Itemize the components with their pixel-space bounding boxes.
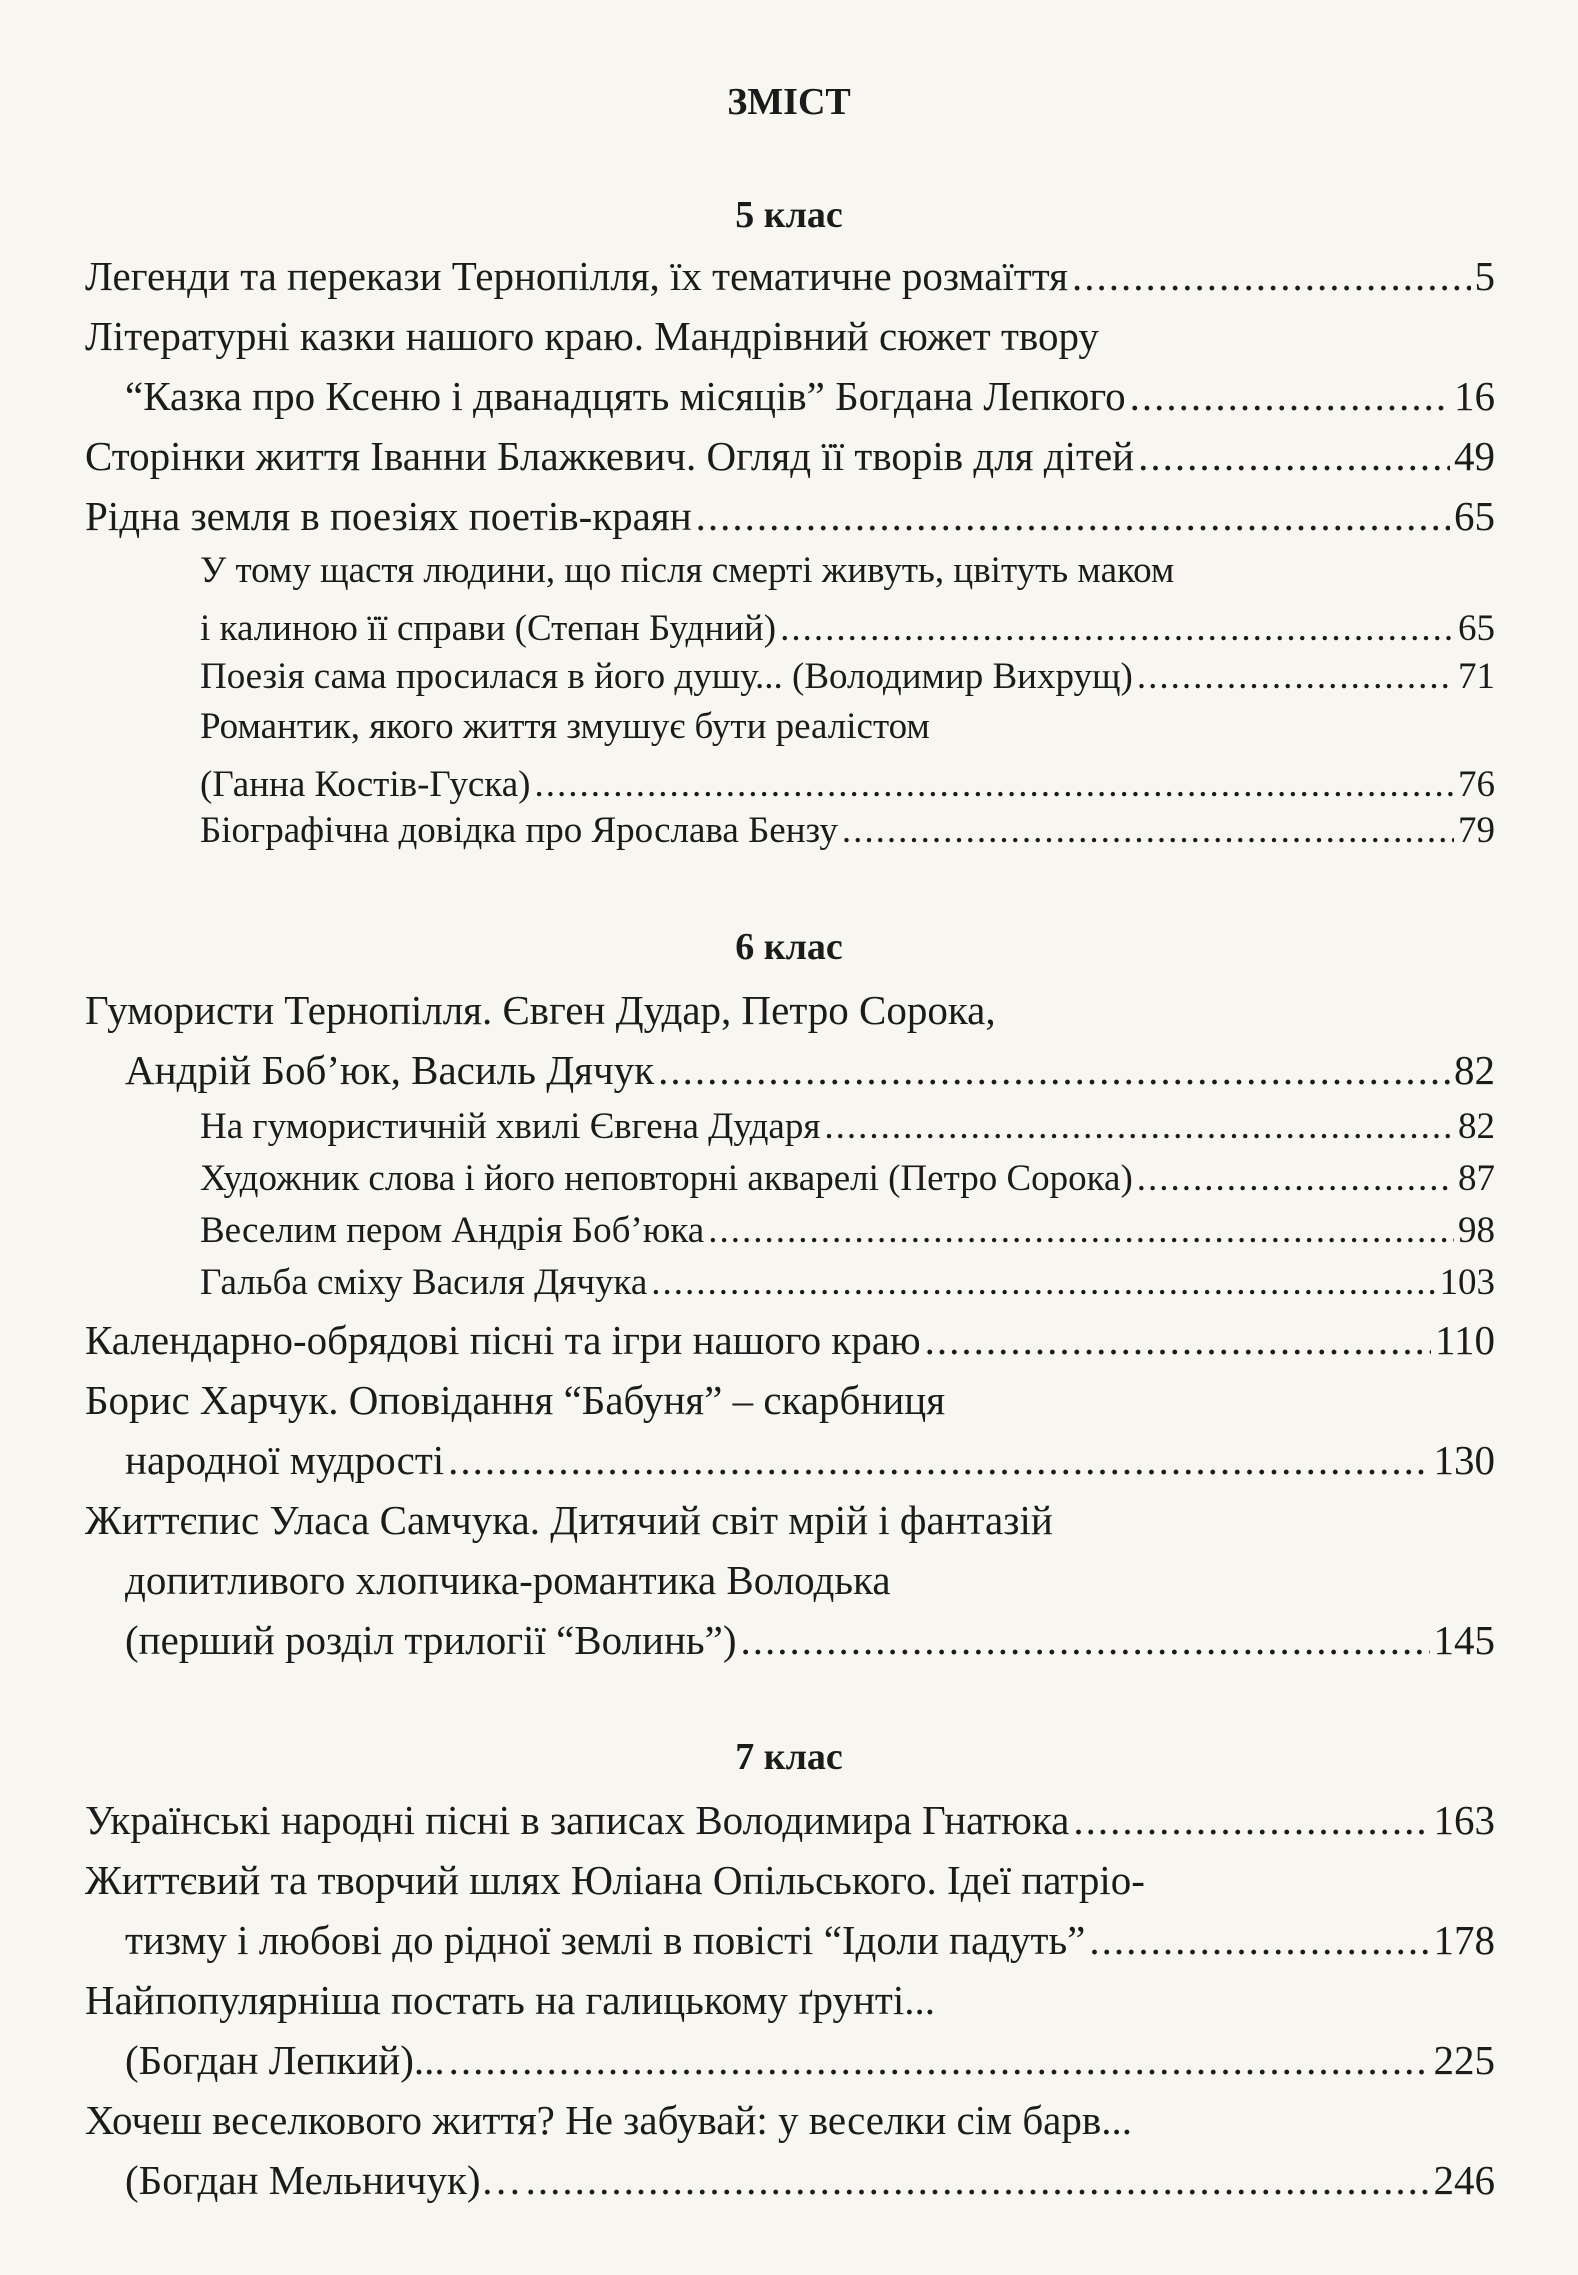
toc-entry	[85, 486, 1495, 546]
dot-leader	[740, 1610, 1429, 1670]
entry-text: “Казка про Ксеню і дванадцять місяців” Богдана Лепкого	[125, 373, 1126, 419]
entry-text: народної мудрості	[125, 1437, 445, 1483]
entry-text: Літературні казки нашого краю. Мандрівний сюжет твору	[85, 313, 1099, 359]
entry-text: Гальба сміху Василя Дячука	[200, 1262, 648, 1303]
page-number: 178	[1433, 1917, 1495, 1963]
entry-text: (перший розділ трилогії “Волинь”)	[125, 1617, 737, 1663]
page-number: 110	[1435, 1317, 1495, 1363]
dot-leader	[1072, 246, 1471, 306]
dot-leader	[824, 1098, 1454, 1156]
entry-text: Біографічна довідка про Ярослава Бензу	[200, 810, 838, 851]
entry-text: Українські народні пісні в записах Володимира Гнатюка	[85, 1797, 1070, 1843]
page-number: 71	[1458, 656, 1495, 697]
dot-leader	[925, 1310, 1431, 1370]
entry-text: Андрій Боб’юк, Василь Дячук	[125, 1047, 655, 1093]
entry-text: Життєвий та творчий шлях Юліана Опільського. Ідеї патріо-	[85, 1857, 1145, 1903]
entry-text: Сторінки життя Іванни Блажкевич. Огляд її творів для дітей	[85, 433, 1135, 479]
entry-text: Романтик, якого життя змушує бути реалістом	[200, 706, 930, 747]
section-heading-6: 6 клас	[735, 926, 843, 968]
entry-text: (Богдан Лепкий)...	[125, 2037, 445, 2083]
page-number: 145	[1433, 1617, 1495, 1663]
toc-subentry	[200, 1202, 1495, 1260]
page-number: 82	[1458, 1106, 1495, 1147]
entry-text: і калиною її справи (Степан Будний)	[200, 608, 777, 649]
entry-text: Веселим пером Андрія Боб’юка	[200, 1210, 705, 1251]
entry-text: тизму і любові до рідної землі в повісті “Ідоли падуть”	[125, 1917, 1086, 1963]
dot-leader	[1089, 1910, 1429, 1970]
dot-leader	[708, 1202, 1454, 1260]
dot-leader	[1138, 426, 1450, 486]
page-number: 49	[1454, 433, 1495, 479]
entry-text: Гумористи Тернопілля. Євген Дудар, Петро Сорока,	[85, 987, 996, 1033]
dot-leader	[658, 1040, 1450, 1100]
entry-text: Художник слова і його неповторні акварелі (Петро Сорока)	[200, 1158, 1133, 1199]
toc-entry	[85, 980, 1495, 1100]
page-number: 130	[1433, 1437, 1495, 1483]
dot-leader	[526, 2150, 1430, 2210]
toc-subentry	[200, 542, 1495, 658]
toc-entry	[85, 1370, 1495, 1490]
entry-text: У тому щастя людини, що після смерті живуть, цвітуть маком	[200, 550, 1175, 591]
entry-text: (Богдан Мельничук)…	[125, 2157, 522, 2203]
toc-entry	[85, 1490, 1495, 1670]
page-number: 103	[1439, 1262, 1495, 1303]
page-number: 82	[1454, 1047, 1495, 1093]
toc-subentry	[200, 698, 1495, 814]
dot-leader	[1137, 1150, 1454, 1208]
dot-leader	[1130, 366, 1450, 426]
entry-text: (Ганна Костів-Гуска)	[200, 764, 531, 805]
toc-subentry	[200, 1254, 1495, 1312]
toc-entry	[85, 1310, 1495, 1370]
toc-subentry	[200, 1098, 1495, 1156]
toc-entry	[85, 1970, 1495, 2090]
page-number: 225	[1433, 2037, 1495, 2083]
dot-leader	[1073, 1790, 1429, 1850]
page-number: 65	[1458, 608, 1495, 649]
dot-leader	[696, 486, 1450, 546]
toc-entry	[85, 2090, 1495, 2210]
page-number: 98	[1458, 1210, 1495, 1251]
toc-entry	[85, 1850, 1495, 1970]
dot-leader	[651, 1254, 1435, 1312]
page-number: 87	[1458, 1158, 1495, 1199]
entry-text: Поезія сама просилася в його душу... (Володимир Вихрущ)	[200, 656, 1133, 697]
entry-text: На гумористичній хвилі Євгена Дударя	[200, 1106, 821, 1147]
page-number: 65	[1454, 493, 1495, 539]
dot-leader	[449, 2030, 1430, 2090]
entry-text: Легенди та перекази Тернопілля, їх тематичне розмаїття	[85, 253, 1068, 299]
dot-leader	[448, 1430, 1429, 1490]
entry-text: Рідна земля в поезіях поетів-краян	[85, 493, 692, 539]
page-number: 246	[1433, 2157, 1495, 2203]
page-number: 5	[1474, 253, 1495, 299]
page-number: 163	[1433, 1797, 1495, 1843]
entry-text: Найпопулярніша постать на галицькому ґрунті...	[85, 1977, 935, 2023]
toc-entry	[85, 426, 1495, 486]
toc-entry	[85, 246, 1495, 306]
page-number: 76	[1458, 764, 1495, 805]
toc-entry	[85, 306, 1495, 426]
page-number: 16	[1454, 373, 1495, 419]
toc-subentry	[200, 1150, 1495, 1208]
toc-entry	[85, 1790, 1495, 1850]
entry-text: Життєпис Уласа Самчука. Дитячий світ мрій і фантазій	[85, 1497, 1053, 1543]
section-heading-7: 7 клас	[735, 1736, 843, 1778]
page-title: ЗМІСТ	[727, 81, 851, 123]
entry-text: Календарно-обрядові пісні та ігри нашого краю	[85, 1317, 921, 1363]
entry-text: Хочеш веселкового життя? Не забувай: у веселки сім барв...	[85, 2097, 1132, 2143]
dot-leader	[842, 802, 1454, 860]
entry-text: Борис Харчук. Оповідання “Бабуня” – скарбниця	[85, 1377, 946, 1423]
toc-subentry	[200, 802, 1495, 860]
page-number: 79	[1458, 810, 1495, 851]
section-heading-5: 5 клас	[735, 194, 843, 236]
entry-text: допитливого хлопчика-романтика Володька	[125, 1557, 891, 1603]
